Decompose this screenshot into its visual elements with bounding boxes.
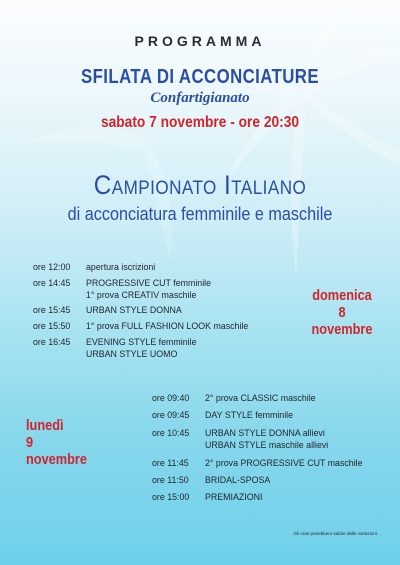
schedule-time: ore 09:40 xyxy=(152,393,190,404)
main-subtitle: di acconciatura femminile e maschile xyxy=(67,204,333,224)
schedule-event: URBAN STYLE UOMO xyxy=(86,349,178,360)
monday-schedule xyxy=(152,393,371,508)
monday-label xyxy=(26,418,114,469)
organizer-name: Confartigianato xyxy=(150,90,250,106)
day-name: domenica xyxy=(312,288,372,304)
schedule-time: ore 10:45 xyxy=(152,428,190,439)
schedule-row-continued xyxy=(33,290,196,303)
schedule-row xyxy=(152,410,293,423)
schedule-time: ore 15:45 xyxy=(33,305,71,316)
schedule-time: ore 15:50 xyxy=(33,321,71,332)
main-title: Campionato Italiano xyxy=(93,170,307,200)
schedule-row xyxy=(152,458,363,471)
day-number: 8 xyxy=(338,305,346,321)
schedule-row xyxy=(33,278,211,291)
schedule-time: ore 11:45 xyxy=(152,458,189,469)
schedule-row-continued xyxy=(33,349,177,362)
event-date-line: sabato 7 novembre - ore 20:30 xyxy=(100,114,300,131)
schedule-row xyxy=(152,428,325,441)
schedule-event: 2° prova PROGRESSIVE CUT maschile xyxy=(205,458,363,469)
schedule-event: EVENING STYLE femminile xyxy=(86,337,197,348)
schedule-time: ore 12:00 xyxy=(33,262,71,273)
schedule-row xyxy=(152,475,270,488)
schedule-event: BRIDAL-SPOSA xyxy=(205,475,271,486)
sfilata-heading: SFILATA DI ACCONCIATURE xyxy=(80,66,319,88)
month-name: novembre xyxy=(311,322,373,338)
day-number: 9 xyxy=(26,435,34,451)
schedule-event: URBAN STYLE maschile allievi xyxy=(205,440,329,451)
schedule-event: apertura iscrizioni xyxy=(86,262,156,273)
schedule-row xyxy=(33,305,182,318)
schedule-row-continued xyxy=(152,440,328,453)
schedule-row xyxy=(152,393,316,406)
schedule-row xyxy=(33,321,248,334)
month-name: novembre xyxy=(26,452,87,468)
schedule-event: DAY STYLE femminile xyxy=(205,410,294,421)
schedule-time: ore 16:45 xyxy=(33,337,71,348)
schedule-time: ore 15:00 xyxy=(152,492,190,503)
schedule-time: ore 11:50 xyxy=(152,475,189,486)
day-name: lunedì xyxy=(26,418,64,434)
schedule-row xyxy=(33,337,196,350)
footer-note: Gli orari potrebbero subire delle variazioni. xyxy=(293,531,378,536)
schedule-row xyxy=(152,492,262,505)
schedule-event: 1° prova FULL FASHION LOOK maschile xyxy=(86,321,249,332)
schedule-event: URBAN STYLE DONNA xyxy=(86,305,182,316)
schedule-event: PREMIAZIONI xyxy=(205,492,263,503)
schedule-time: ore 09:45 xyxy=(152,410,190,421)
schedule-time: ore 14:45 xyxy=(33,278,71,289)
sunday-schedule xyxy=(33,262,303,362)
schedule-event: URBAN STYLE DONNA allievi xyxy=(205,428,325,439)
sunday-label xyxy=(303,288,380,339)
programma-heading: PROGRAMMA xyxy=(134,33,266,49)
schedule-event: PROGRESSIVE CUT femminile xyxy=(86,278,212,289)
schedule-event: 2° prova CLASSIC maschile xyxy=(205,393,316,404)
schedule-event: 1° prova CREATIV maschile xyxy=(86,290,197,301)
schedule-row xyxy=(33,262,155,275)
